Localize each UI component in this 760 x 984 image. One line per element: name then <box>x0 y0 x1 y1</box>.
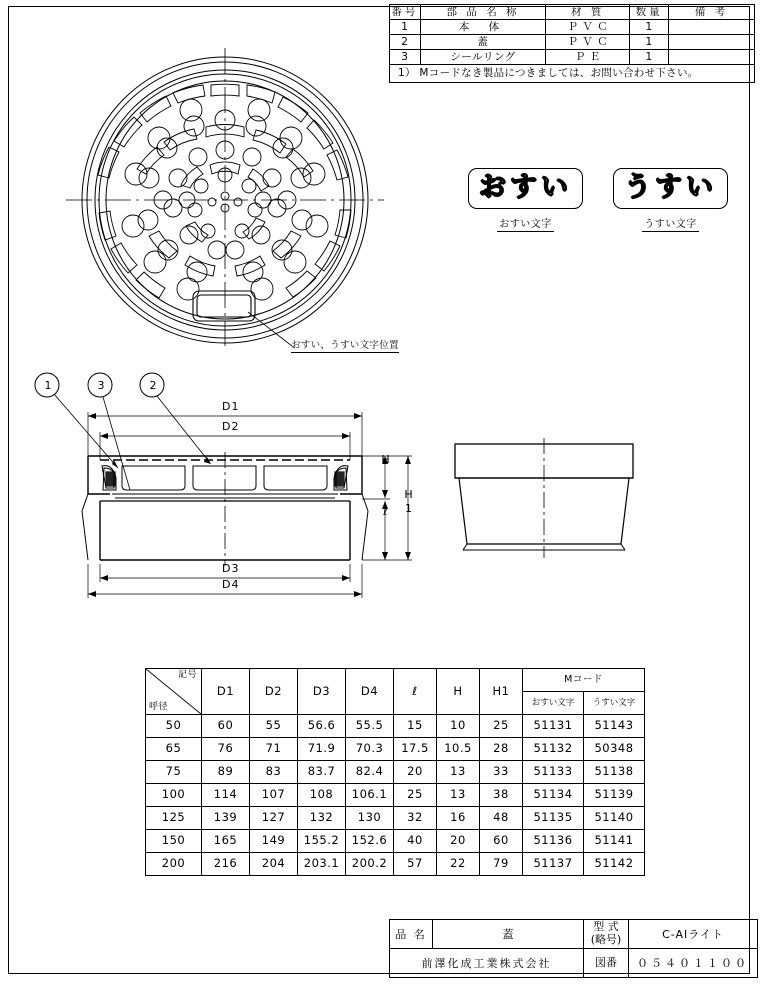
marking-usui-caption: うすい文字 <box>642 215 699 232</box>
cell-D4: 70.3 <box>346 738 394 761</box>
cell-D3: 83.7 <box>298 761 346 784</box>
cell-D2: 55 <box>250 715 298 738</box>
table-row <box>146 784 645 807</box>
cell-D2: 204 <box>250 853 298 876</box>
cell-H: 13 <box>437 784 480 807</box>
parts-row-name: 蓋 <box>420 35 546 50</box>
cell-H1: 25 <box>480 715 523 738</box>
table-row <box>146 807 645 830</box>
parts-row-no: 1 <box>390 20 421 35</box>
cell-D4: 82.4 <box>346 761 394 784</box>
cell-l: 32 <box>394 807 437 830</box>
marking-osui-text: おすい <box>479 172 572 203</box>
plan-view-cover <box>60 50 390 350</box>
parts-row-material: Ｐ Ｅ <box>546 50 630 65</box>
cell-D2: 149 <box>250 830 298 853</box>
table-row <box>146 830 645 853</box>
dimension-label-D4: D4 <box>222 578 240 591</box>
cell-mcode-usui: 51138 <box>584 761 645 784</box>
cell-D4: 106.1 <box>346 784 394 807</box>
col-header-D3: D3 <box>298 669 346 715</box>
cell-D3: 71.9 <box>298 738 346 761</box>
dimension-label-D2: D2 <box>222 420 240 433</box>
cell-mcode-usui: 51142 <box>584 853 645 876</box>
cell-mcode-osui: 51131 <box>523 715 584 738</box>
parts-header-no: 番号 <box>391 5 419 18</box>
parts-row-qty: 1 <box>630 35 669 50</box>
corner-symbol-label: 記号 <box>177 670 197 680</box>
cell-D4: 152.6 <box>346 830 394 853</box>
col-header-D4: D4 <box>346 669 394 715</box>
cell-mcode-osui: 51133 <box>523 761 584 784</box>
col-header-l: ℓ <box>394 669 437 715</box>
cell-D1: 76 <box>202 738 250 761</box>
parts-row-remark <box>668 35 754 50</box>
marking-osui <box>468 168 583 232</box>
drawing-number-label: 図番 <box>584 949 629 978</box>
parts-list-row <box>390 35 755 50</box>
cell-H1: 48 <box>480 807 523 830</box>
parts-list-note-row <box>390 65 755 83</box>
cell-size: 200 <box>146 853 202 876</box>
cell-D3: 203.1 <box>298 853 346 876</box>
cell-H: 22 <box>437 853 480 876</box>
cell-D3: 56.6 <box>298 715 346 738</box>
dimension-label-H: H <box>379 453 392 467</box>
company-name: 前澤化成工業株式会社 <box>390 949 584 978</box>
cell-mcode-usui: 51143 <box>584 715 645 738</box>
parts-list-row <box>390 20 755 35</box>
cell-l: 40 <box>394 830 437 853</box>
table-corner-cell <box>146 669 202 715</box>
cell-D4: 200.2 <box>346 853 394 876</box>
title-block-row-company <box>390 949 758 978</box>
marking-position-annotation: おすい、うすい文字位置 <box>291 337 399 353</box>
dimension-label-l: ℓ <box>379 505 392 519</box>
cell-H1: 38 <box>480 784 523 807</box>
parts-row-remark <box>668 50 754 65</box>
cell-l: 15 <box>394 715 437 738</box>
parts-header-remark: 備 考 <box>668 5 754 20</box>
table-row <box>146 761 645 784</box>
parts-row-qty: 1 <box>630 20 669 35</box>
cell-D1: 165 <box>202 830 250 853</box>
dimension-label-D3: D3 <box>222 562 240 575</box>
balloon-3: 3 <box>97 379 105 392</box>
parts-header-material: 材 質 <box>546 5 630 20</box>
title-model-label <box>584 920 629 949</box>
cell-size: 50 <box>146 715 202 738</box>
cell-l: 57 <box>394 853 437 876</box>
parts-row-no: 2 <box>390 35 421 50</box>
corner-size-label: 呼径 <box>149 702 169 712</box>
cell-size: 75 <box>146 761 202 784</box>
cell-size: 100 <box>146 784 202 807</box>
title-item-value: 蓋 <box>433 920 584 949</box>
cell-mcode-osui: 51132 <box>523 738 584 761</box>
col-header-H: H <box>437 669 480 715</box>
marking-usui <box>613 168 728 232</box>
cell-H: 10 <box>437 715 480 738</box>
cell-size: 125 <box>146 807 202 830</box>
parts-header-qty: 数量 <box>630 5 669 20</box>
title-model-label-line2: (略号) <box>590 933 622 946</box>
table-row <box>146 738 645 761</box>
cell-size: 65 <box>146 738 202 761</box>
marking-osui-box <box>468 168 583 209</box>
parts-header-name: 部 品 名 称 <box>420 5 546 20</box>
parts-row-name: 本 体 <box>420 20 546 35</box>
cell-D1: 89 <box>202 761 250 784</box>
cell-D4: 55.5 <box>346 715 394 738</box>
cell-H1: 28 <box>480 738 523 761</box>
cell-l: 20 <box>394 761 437 784</box>
cell-D2: 127 <box>250 807 298 830</box>
cell-H1: 33 <box>480 761 523 784</box>
title-block-row-item <box>390 920 758 949</box>
dimension-label-H1: H1 <box>402 488 415 516</box>
col-header-H1: H1 <box>480 669 523 715</box>
cell-D3: 108 <box>298 784 346 807</box>
cell-D3: 155.2 <box>298 830 346 853</box>
cell-D3: 132 <box>298 807 346 830</box>
cell-H: 10.5 <box>437 738 480 761</box>
table-row <box>146 715 645 738</box>
cell-D2: 83 <box>250 761 298 784</box>
cell-mcode-usui: 51139 <box>584 784 645 807</box>
cell-D2: 71 <box>250 738 298 761</box>
dimension-table-header-row <box>146 669 645 692</box>
title-block <box>389 919 758 978</box>
balloon-2: 2 <box>149 379 157 392</box>
balloon-1: 1 <box>44 379 52 392</box>
parts-list <box>389 4 755 83</box>
title-model-value: C-AIライト <box>629 920 758 949</box>
side-elevation-view <box>445 438 645 568</box>
parts-row-qty: 1 <box>630 50 669 65</box>
parts-list-header-row <box>390 5 755 20</box>
plan-view-annotation-wrap <box>291 333 399 353</box>
parts-row-material: Ｐ Ｖ Ｃ <box>546 20 630 35</box>
table-row <box>146 853 645 876</box>
cell-H1: 79 <box>480 853 523 876</box>
cell-H: 16 <box>437 807 480 830</box>
dimension-table <box>145 668 645 876</box>
title-model-label-line1: 型 式 <box>593 920 619 934</box>
cell-mcode-usui: 50348 <box>584 738 645 761</box>
parts-list-row <box>390 50 755 65</box>
title-item-label: 品 名 <box>390 920 433 949</box>
dimension-label-D1: D1 <box>222 400 240 413</box>
marking-osui-caption: おすい文字 <box>497 215 554 232</box>
col-header-mcode-osui: おすい文字 <box>523 692 584 715</box>
cell-mcode-osui: 51136 <box>523 830 584 853</box>
cell-mcode-osui: 51135 <box>523 807 584 830</box>
cell-D1: 216 <box>202 853 250 876</box>
cell-l: 25 <box>394 784 437 807</box>
parts-row-name: シールリング <box>420 50 546 65</box>
cell-H1: 60 <box>480 830 523 853</box>
cell-mcode-osui: 51137 <box>523 853 584 876</box>
cell-D4: 130 <box>346 807 394 830</box>
cell-mcode-usui: 51141 <box>584 830 645 853</box>
cell-H: 13 <box>437 761 480 784</box>
cell-l: 17.5 <box>394 738 437 761</box>
cell-D1: 114 <box>202 784 250 807</box>
cell-D1: 139 <box>202 807 250 830</box>
cell-mcode-osui: 51134 <box>523 784 584 807</box>
cell-size: 150 <box>146 830 202 853</box>
col-header-mcode: Mコード <box>523 669 645 692</box>
parts-row-remark <box>668 20 754 35</box>
drawing-number-value: ０５４０１１００ <box>629 949 758 978</box>
cell-mcode-usui: 51140 <box>584 807 645 830</box>
cell-D2: 107 <box>250 784 298 807</box>
marking-usui-box <box>613 168 728 209</box>
col-header-D2: D2 <box>250 669 298 715</box>
marking-usui-text: うすい <box>624 172 717 203</box>
parts-row-material: Ｐ Ｖ Ｃ <box>546 35 630 50</box>
parts-row-no: 3 <box>390 50 421 65</box>
cell-H: 20 <box>437 830 480 853</box>
col-header-D1: D1 <box>202 669 250 715</box>
col-header-mcode-usui: うすい文字 <box>584 692 645 715</box>
cell-D1: 60 <box>202 715 250 738</box>
parts-list-note: 1） Mコードなき製品につきましては、お問い合わせ下さい。 <box>390 65 755 83</box>
